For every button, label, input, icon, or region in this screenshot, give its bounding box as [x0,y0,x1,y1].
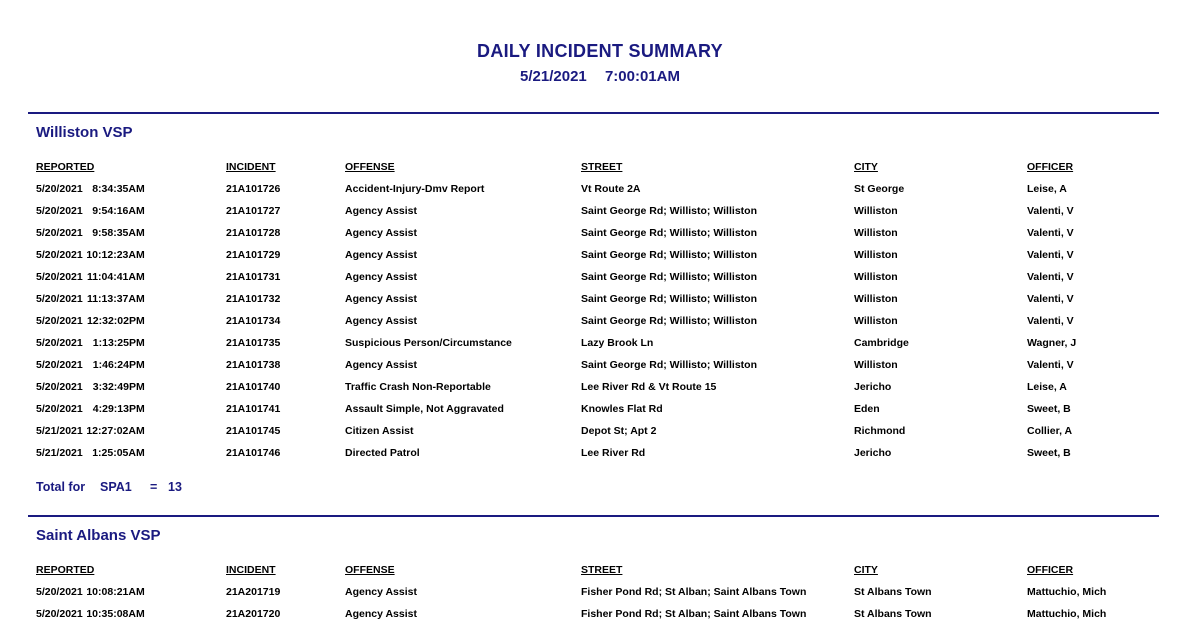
cell-offense: Agency Assist [345,227,417,239]
col-offense-header: OFFENSE [345,161,395,173]
cell-city: Williston [854,227,898,239]
reported-time: 4:29:13PM [92,403,145,415]
cell-street: Saint George Rd; Willisto; Williston [581,315,757,327]
cell-reported [36,271,145,283]
cell-reported [36,315,145,327]
cell-offense: Agency Assist [345,359,417,371]
report-time: 7:00:01AM [604,68,680,85]
cell-officer: Valenti, V [1027,315,1074,327]
table-row [0,205,1200,219]
cell-incident: 21A101727 [226,205,281,217]
cell-incident: 21A101729 [226,249,281,261]
cell-street: Fisher Pond Rd; St Alban; Saint Albans Town [581,608,807,620]
cell-incident: 21A101728 [226,227,281,239]
table-row [0,293,1200,307]
col-reported-header: REPORTED [36,564,95,576]
col-officer-header: OFFICER [1027,564,1074,576]
cell-incident: 21A101734 [226,315,281,327]
table-row [0,425,1200,439]
reported-date: 5/20/2021 [36,315,83,327]
reported-time: 10:35:08AM [86,608,145,620]
cell-reported [36,205,145,217]
cell-officer: Mattuchio, Mich [1027,586,1107,598]
col-incident-header: INCIDENT [226,564,276,576]
table-header [0,161,1200,175]
report-datetime [0,68,1200,86]
cell-incident: 21A101735 [226,337,281,349]
cell-offense: Assault Simple, Not Aggravated [345,403,504,415]
reported-time: 10:08:21AM [86,586,145,598]
cell-offense: Agency Assist [345,293,417,305]
reported-time: 12:27:02AM [86,425,145,437]
cell-city: St Albans Town [854,608,932,620]
cell-officer: Sweet, B [1027,447,1071,459]
reported-time: 10:12:23AM [86,249,145,261]
total-equals: = [150,480,158,494]
cell-officer: Valenti, V [1027,249,1074,261]
reported-date: 5/20/2021 [36,271,83,283]
cell-officer: Leise, A [1027,183,1067,195]
cell-incident: 21A101740 [226,381,281,393]
cell-offense: Agency Assist [345,315,417,327]
table-row [0,608,1200,622]
section-title-saint-albans: Saint Albans VSP [36,527,161,544]
cell-city: Jericho [854,381,892,393]
section-title-williston: Williston VSP [36,124,133,141]
cell-city: St George [854,183,905,195]
report-title: DAILY INCIDENT SUMMARY [477,41,723,61]
cell-city: Williston [854,293,898,305]
reported-time: 9:58:35AM [92,227,145,239]
reported-time: 1:25:05AM [92,447,145,459]
reported-time: 9:54:16AM [92,205,145,217]
cell-reported [36,293,145,305]
section-divider [28,112,1159,114]
cell-offense: Agency Assist [345,608,417,620]
cell-street: Saint George Rd; Willisto; Williston [581,205,757,217]
col-incident-header: INCIDENT [226,161,276,173]
cell-incident: 21A101741 [226,403,281,415]
cell-incident: 21A101746 [226,447,281,459]
cell-offense: Agency Assist [345,271,417,283]
cell-offense: Traffic Crash Non-Reportable [345,381,491,393]
reported-time: 12:32:02PM [86,315,145,327]
reported-time: 8:34:35AM [92,183,145,195]
cell-city: Jericho [854,447,892,459]
reported-time: 11:13:37AM [86,293,145,305]
cell-street: Saint George Rd; Willisto; Williston [581,271,757,283]
total-count: 13 [168,480,182,494]
cell-street: Lee River Rd [581,447,646,459]
cell-officer: Wagner, J [1027,337,1077,349]
table-row [0,359,1200,373]
reported-date: 5/20/2021 [36,381,83,393]
cell-reported [36,337,145,349]
cell-street: Saint George Rd; Willisto; Williston [581,293,757,305]
cell-incident: 21A101726 [226,183,281,195]
col-city-header: CITY [854,564,878,576]
reported-date: 5/20/2021 [36,293,83,305]
section-divider [28,515,1159,517]
reported-date: 5/20/2021 [36,359,83,371]
reported-date: 5/20/2021 [36,227,83,239]
cell-city: Richmond [854,425,906,437]
cell-incident: 21A101732 [226,293,281,305]
cell-reported [36,447,145,459]
col-street-header: STREET [581,161,623,173]
reported-time: 3:32:49PM [92,381,145,393]
cell-officer: Mattuchio, Mich [1027,608,1107,620]
cell-street: Saint George Rd; Willisto; Williston [581,359,757,371]
cell-street: Knowles Flat Rd [581,403,663,415]
cell-offense: Directed Patrol [345,447,420,459]
cell-offense: Agency Assist [345,205,417,217]
cell-officer: Valenti, V [1027,359,1074,371]
reported-date: 5/20/2021 [36,403,83,415]
cell-reported [36,586,145,598]
col-city-header: CITY [854,161,878,173]
cell-incident: 21A101745 [226,425,281,437]
cell-city: Williston [854,315,898,327]
cell-street: Saint George Rd; Willisto; Williston [581,249,757,261]
cell-city: Williston [854,249,898,261]
cell-officer: Valenti, V [1027,293,1074,305]
cell-city: Williston [854,359,898,371]
reported-date: 5/20/2021 [36,249,83,261]
cell-reported [36,425,145,437]
table-row [0,271,1200,285]
cell-reported [36,608,145,620]
cell-reported [36,249,145,261]
reported-date: 5/20/2021 [36,608,83,620]
total-label: Total for [36,480,86,494]
cell-offense: Suspicious Person/Circumstance [345,337,512,349]
cell-city: St Albans Town [854,586,932,598]
reported-time: 11:04:41AM [86,271,145,283]
cell-reported [36,359,145,371]
cell-incident: 21A201720 [226,608,281,620]
cell-street: Lee River Rd & Vt Route 15 [581,381,717,393]
cell-street: Fisher Pond Rd; St Alban; Saint Albans Town [581,586,807,598]
cell-reported [36,381,145,393]
col-officer-header: OFFICER [1027,161,1074,173]
cell-city: Williston [854,271,898,283]
cell-reported [36,227,145,239]
cell-offense: Agency Assist [345,249,417,261]
cell-reported [36,403,145,415]
table-row [0,183,1200,197]
cell-officer: Valenti, V [1027,205,1074,217]
col-offense-header: OFFENSE [345,564,395,576]
table-row [0,447,1200,461]
cell-offense: Agency Assist [345,586,417,598]
report-date: 5/21/2021 [520,68,587,85]
table-row [0,381,1200,395]
report-header [0,40,1200,86]
cell-incident: 21A101738 [226,359,281,371]
cell-officer: Collier, A [1027,425,1073,437]
cell-offense: Citizen Assist [345,425,414,437]
table-row [0,586,1200,600]
table-header [0,564,1200,578]
cell-city: Eden [854,403,880,415]
cell-offense: Accident-Injury-Dmv Report [345,183,485,195]
cell-officer: Sweet, B [1027,403,1071,415]
col-reported-header: REPORTED [36,161,95,173]
table-row [0,227,1200,241]
reported-time: 1:46:24PM [92,359,145,371]
cell-street: Depot St; Apt 2 [581,425,657,437]
cell-street: Lazy Brook Ln [581,337,654,349]
table-row [0,403,1200,417]
cell-incident: 21A201719 [226,586,281,598]
cell-officer: Leise, A [1027,381,1067,393]
cell-city: Cambridge [854,337,909,349]
reported-date: 5/21/2021 [36,447,83,459]
reported-time: 1:13:25PM [92,337,145,349]
reported-date: 5/20/2021 [36,337,83,349]
cell-officer: Valenti, V [1027,227,1074,239]
table-row [0,315,1200,329]
reported-date: 5/21/2021 [36,425,83,437]
col-street-header: STREET [581,564,623,576]
cell-reported [36,183,145,195]
cell-city: Williston [854,205,898,217]
reported-date: 5/20/2021 [36,183,83,195]
total-code: SPA1 [100,480,132,494]
reported-date: 5/20/2021 [36,586,83,598]
reported-date: 5/20/2021 [36,205,83,217]
table-row [0,337,1200,351]
cell-officer: Valenti, V [1027,271,1074,283]
cell-incident: 21A101731 [226,271,281,283]
table-row [0,249,1200,263]
cell-street: Saint George Rd; Willisto; Williston [581,227,757,239]
cell-street: Vt Route 2A [581,183,641,195]
